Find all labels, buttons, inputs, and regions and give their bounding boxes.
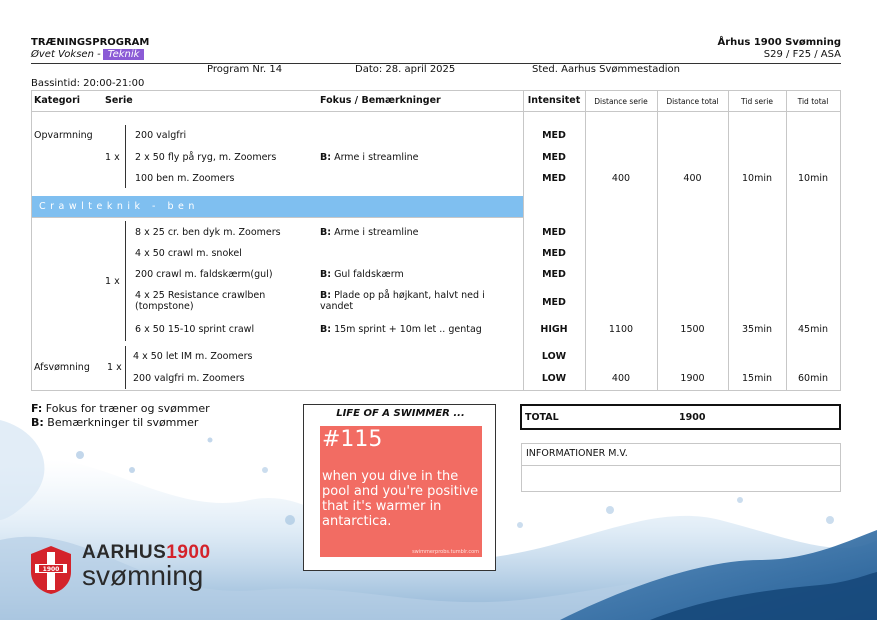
- col-divider-dist-total: [657, 91, 658, 390]
- focus-badge: Teknik: [103, 49, 145, 60]
- cooldown-intensity-2: LOW: [541, 373, 567, 384]
- life-of-a-swimmer-box: [303, 404, 496, 571]
- club-name: Århus 1900 Svømning: [717, 37, 841, 48]
- program-venue: Sted. Aarhus Svømmestadion: [532, 64, 680, 75]
- header-right: [718, 37, 842, 61]
- col-header-intensitet: Intensitet: [527, 95, 581, 106]
- col-header-serie: Serie: [105, 95, 133, 106]
- main-fokus-5: B: 15m sprint + 10m let .. gentag: [320, 324, 482, 335]
- training-table: [31, 90, 841, 391]
- reps-warmup: 1 x: [105, 152, 120, 163]
- warmup-serie-3: 100 ben m. Zoomers: [135, 173, 235, 184]
- shield-year: 1900: [42, 566, 60, 573]
- total-value: 1900: [679, 412, 706, 423]
- logo-wordmark-top: AARHUS1900: [82, 542, 211, 563]
- col-header-dist-total: Distance total: [666, 97, 719, 106]
- warmup-tid-total: 10min: [797, 173, 828, 184]
- cooldown-tid-serie: 15min: [741, 373, 772, 384]
- main-intensity-1: MED: [542, 227, 566, 238]
- warmup-serie-1: 200 valgfri: [135, 130, 187, 141]
- main-tid-serie: 35min: [741, 324, 772, 335]
- reps-main: 1 x: [105, 276, 120, 287]
- total-label: TOTAL: [525, 412, 559, 423]
- main-serie-5: 6 x 50 15-10 sprint crawl: [135, 324, 255, 335]
- total-box: [520, 404, 841, 430]
- season-code: S29 / F25 / ASA: [763, 49, 841, 60]
- col-header-fokus: Fokus / Bemærkninger: [320, 95, 441, 106]
- main-intensity-4: MED: [542, 297, 566, 308]
- main-intensity-2: MED: [542, 248, 566, 259]
- main-serie-4: 4 x 25 Resistance crawlben (tompstone): [135, 290, 266, 312]
- cooldown-intensity-1: LOW: [541, 351, 567, 362]
- main-fokus-3: B: Gul faldskærm: [320, 269, 404, 280]
- header-row-divider: [32, 111, 840, 112]
- logo-wordmark-bottom: svømning: [82, 560, 204, 591]
- main-intensity-3: MED: [542, 269, 566, 280]
- col-divider-tid-total: [786, 91, 787, 390]
- cooldown-bracket: [125, 346, 126, 389]
- club-logo: [27, 540, 237, 600]
- col-divider-dist-serie: [585, 91, 586, 390]
- warmup-tid-serie: 10min: [741, 173, 772, 184]
- main-serie-1: 8 x 25 cr. ben dyk m. Zoomers: [135, 227, 281, 238]
- meme-source: swimmerprobs.tumblr.com: [412, 549, 479, 555]
- main-dist-serie: 1100: [608, 324, 634, 335]
- main-fokus-1: B: Arme i streamline: [320, 227, 419, 238]
- header-left: [31, 37, 149, 61]
- main-fokus-4: B: Plade op på højkant, halvt ned i vandet: [320, 290, 485, 312]
- col-header-tid-total: Tid total: [797, 97, 829, 106]
- band-divider: [32, 217, 523, 218]
- cooldown-serie-2: 200 valgfri m. Zoomers: [133, 373, 245, 384]
- info-label: INFORMATIONER M.V.: [526, 448, 628, 459]
- main-serie-2: 4 x 50 crawl m. snokel: [135, 248, 242, 259]
- reps-cooldown: 1 x: [107, 362, 122, 373]
- meme-number: #115: [322, 427, 383, 452]
- main-tid-total: 45min: [797, 324, 828, 335]
- program-title: TRÆNINGSPROGRAM: [31, 37, 150, 48]
- info-box: [521, 443, 841, 492]
- cooldown-dist-serie: 400: [611, 373, 631, 384]
- main-serie-3: 200 crawl m. faldskærm(gul): [135, 269, 273, 280]
- legend: [31, 402, 210, 430]
- legend-bemaerkning: B: Bemærkninger til svømmer: [31, 416, 199, 429]
- warmup-fokus-2: B: Arme i streamline: [320, 152, 419, 163]
- col-divider-tid-serie: [728, 91, 729, 390]
- cooldown-dist-total: 1900: [680, 373, 705, 384]
- warmup-intensity-2: MED: [542, 152, 566, 163]
- warmup-dist-serie: 400: [611, 173, 631, 184]
- program-number: Program Nr. 14: [207, 64, 283, 75]
- cooldown-tid-total: 60min: [797, 373, 828, 384]
- legend-fokus: F: Fokus for træner og svømmer: [31, 402, 210, 415]
- main-dist-total: 1500: [680, 324, 705, 335]
- cooldown-serie-1: 4 x 50 let IM m. Zoomers: [133, 351, 253, 362]
- col-header-tid-serie: Tid serie: [741, 97, 773, 106]
- info-divider: [522, 465, 840, 466]
- meme-message: when you dive in the pool and you're positive that it's warmer in antarctica.: [322, 469, 479, 529]
- section-band-crawlteknik: Crawlteknik - ben: [32, 196, 523, 217]
- main-bracket: [125, 221, 126, 341]
- warmup-serie-2: 2 x 50 fly på ryg, m. Zoomers: [135, 152, 277, 163]
- level-label: Øvet Voksen -: [31, 49, 101, 60]
- life-title: LIFE OF A SWIMMER ...: [336, 408, 465, 419]
- header-divider-left: [31, 63, 152, 64]
- warmup-intensity-3: MED: [542, 173, 566, 184]
- main-intensity-5: HIGH: [540, 324, 568, 335]
- swimmer-meme-poster: [320, 426, 482, 557]
- warmup-bracket: [125, 125, 126, 188]
- category-warmup: Opvarmning: [34, 130, 93, 141]
- col-header-dist-serie: Distance serie: [594, 97, 648, 106]
- warmup-dist-total: 400: [683, 173, 702, 184]
- program-date: Dato: 28. april 2025: [355, 64, 456, 75]
- pool-time: Bassintid: 20:00-21:00: [31, 78, 145, 89]
- col-header-kategori: Kategori: [34, 95, 81, 106]
- warmup-intensity-1: MED: [542, 130, 566, 141]
- category-cooldown: Afsvømning: [34, 362, 90, 373]
